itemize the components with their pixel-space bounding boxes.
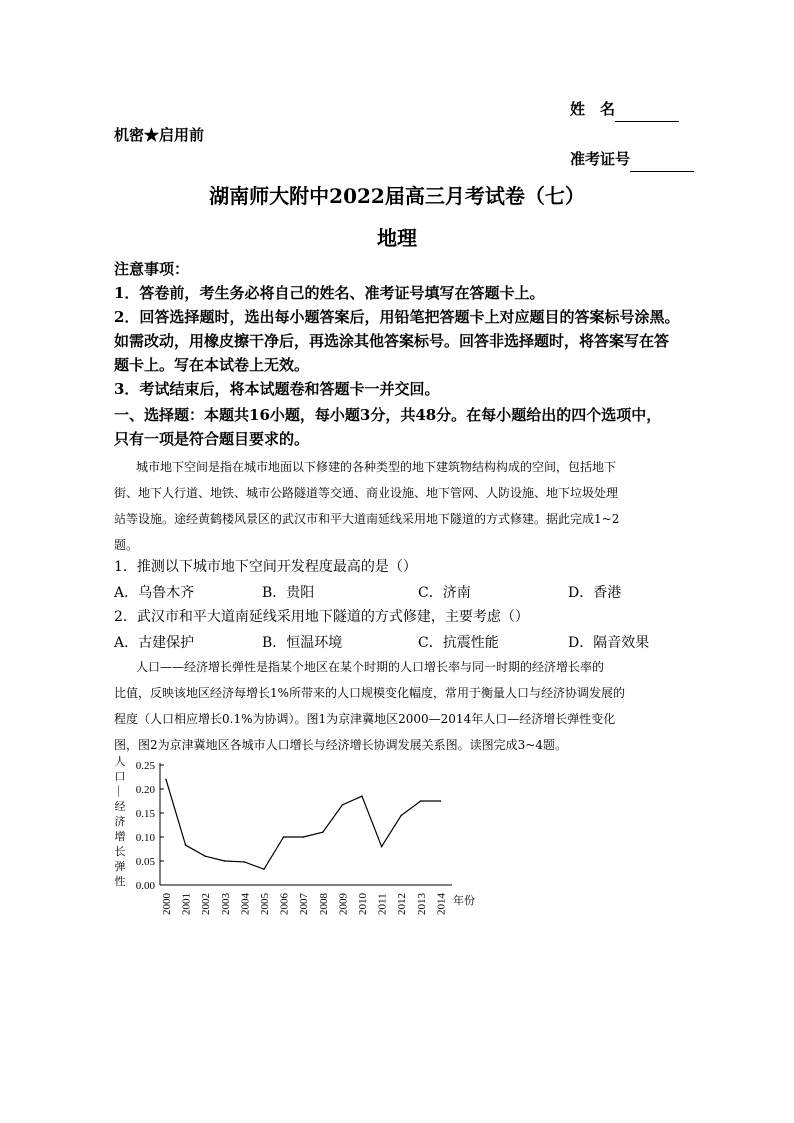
data-point bbox=[381, 846, 383, 848]
x-tick-label: 2008 bbox=[317, 893, 330, 915]
y-label-char: 长 bbox=[114, 846, 126, 858]
name-blank[interactable] bbox=[615, 103, 679, 122]
x-tick-label: 2006 bbox=[278, 893, 291, 915]
x-tick-label: 2013 bbox=[415, 893, 428, 915]
data-point bbox=[283, 836, 285, 838]
data-point bbox=[244, 861, 246, 863]
elasticity-chart bbox=[100, 755, 500, 915]
data-point bbox=[342, 804, 344, 806]
x-axis-label: 年份 bbox=[453, 895, 475, 907]
y-tick-label: 0.00 bbox=[135, 880, 155, 892]
x-tick-label: 2000 bbox=[161, 893, 173, 915]
y-label-char: 人 bbox=[114, 756, 126, 768]
data-point bbox=[302, 836, 304, 838]
passage-line: 人口——经济增长弹性是指某个地区在某个时期的人口增长率与同一时期的经济增长率的 bbox=[136, 660, 605, 674]
question-stem: 1．推测以下城市地下空间开发程度最高的是（） bbox=[114, 559, 417, 575]
y-label-char: — bbox=[113, 785, 125, 797]
question-stem: 2．武汉市和平大道南延线采用地下隧道的方式修建，主要考虑（） bbox=[114, 609, 529, 625]
note-line: 3．考试结束后，将本试题卷和答题卡一并交回。 bbox=[114, 380, 440, 398]
y-label-char: 济 bbox=[114, 816, 126, 828]
note-line: 2．回答选择题时，选出每小题答案后，用铅笔把答题卡上对应题目的答案标号涂黑。 bbox=[114, 308, 680, 326]
y-label-char: 增 bbox=[114, 831, 126, 843]
data-point bbox=[420, 800, 422, 802]
option-a[interactable]: A．乌鲁木齐 bbox=[114, 585, 195, 601]
passage-line: 比值，反映该地区经济每增长1%所带来的人口规模变化幅度，常用于衡量人口与经济协调发展的 bbox=[114, 686, 626, 700]
passage-line: 街、地下人行道、地铁、城市公路隧道等交通、商业设施、地下管网、人防设施、地下垃圾处理 bbox=[114, 486, 619, 500]
subject-title: 地理 bbox=[377, 226, 417, 250]
exam-id-label: 准考证号 bbox=[570, 150, 631, 168]
data-point bbox=[165, 779, 167, 781]
y-tick-label: 0.05 bbox=[135, 856, 155, 868]
name-label: 姓 名 bbox=[570, 100, 616, 118]
data-point bbox=[185, 844, 187, 846]
x-tick-label: 2009 bbox=[337, 893, 350, 915]
data-point bbox=[440, 800, 442, 802]
option-c[interactable]: C．抗震性能 bbox=[418, 635, 499, 651]
y-axis-label bbox=[113, 755, 126, 888]
name-field[interactable] bbox=[570, 96, 679, 122]
passage-line: 题。 bbox=[114, 538, 139, 552]
data-point bbox=[204, 855, 206, 857]
y-label-char: 经 bbox=[114, 801, 126, 813]
option-b[interactable]: B．贵阳 bbox=[262, 585, 315, 601]
x-tick-label: 2007 bbox=[298, 893, 311, 915]
x-tick-label: 2012 bbox=[396, 893, 409, 915]
y-label-char: 性 bbox=[114, 876, 126, 888]
passage-line: 程度（人口相应增长0.1%为协调）。图1为京津冀地区2000—2014年人口—经济增长弹性变化 bbox=[114, 712, 616, 726]
y-label-char: 弹 bbox=[114, 861, 126, 873]
passage-line: 图，图2为京津冀地区各城市人口增长与经济增长协调发展关系图。读图完成3~4题。 bbox=[114, 738, 567, 752]
y-tick-label: 0.10 bbox=[135, 832, 155, 844]
option-d[interactable]: D．隔音效果 bbox=[568, 635, 650, 651]
passage-line: 站等设施。途经黄鹤楼风景区的武汉市和平大道南延线采用地下隧道的方式修建。据此完成1~2 bbox=[114, 512, 620, 526]
x-tick-label: 2010 bbox=[357, 893, 369, 915]
notes-heading: 注意事项： bbox=[114, 260, 190, 278]
y-label-char: 口 bbox=[114, 771, 126, 783]
section-heading: 一、选择题：本题共16小题，每小题3分，共48分。在每小题给出的四个选项中， bbox=[114, 406, 662, 424]
x-tick-label: 2001 bbox=[180, 893, 193, 915]
option-c[interactable]: C．济南 bbox=[418, 585, 471, 601]
x-tick-label: 2004 bbox=[239, 893, 252, 915]
series-line bbox=[166, 779, 440, 869]
data-point bbox=[322, 831, 324, 833]
y-tick-label: 0.20 bbox=[135, 784, 155, 796]
y-tick-label: 0.15 bbox=[135, 808, 155, 820]
x-tick-label: 2005 bbox=[259, 893, 271, 915]
option-b[interactable]: B．恒温环境 bbox=[262, 635, 343, 651]
data-point bbox=[400, 815, 402, 817]
note-line: 1．答卷前，考生务必将自己的姓名、准考证号填写在答题卡上。 bbox=[114, 284, 545, 302]
x-tick-label: 2002 bbox=[200, 893, 213, 915]
note-line: 如需改动，用橡皮擦干净后，再选涂其他答案标号。回答非选择题时，将答案写在答 bbox=[114, 332, 670, 350]
exam-id-blank[interactable] bbox=[630, 153, 694, 172]
exam-title: 湖南师大附中2022届高三月考试卷（七） bbox=[209, 184, 585, 208]
exam-id-field[interactable] bbox=[570, 146, 694, 172]
section-heading: 只有一项是符合题目要求的。 bbox=[114, 430, 310, 448]
x-tick-label: 2014 bbox=[435, 893, 448, 915]
secret-mark: 机密★启用前 bbox=[114, 126, 205, 144]
x-tick-label: 2003 bbox=[219, 893, 232, 915]
x-tick-label: 2011 bbox=[376, 893, 389, 915]
data-point bbox=[263, 868, 265, 870]
note-line: 题卡上。写在本试卷上无效。 bbox=[114, 356, 310, 374]
y-tick-label: 0.25 bbox=[135, 760, 155, 772]
data-point bbox=[361, 795, 363, 797]
option-a[interactable]: A．古建保护 bbox=[114, 635, 195, 651]
option-d[interactable]: D．香港 bbox=[568, 585, 622, 601]
passage-line: 城市地下空间是指在城市地面以下修建的各种类型的地下建筑物结构构成的空间，包括地下 bbox=[136, 460, 617, 474]
data-point bbox=[224, 860, 226, 862]
